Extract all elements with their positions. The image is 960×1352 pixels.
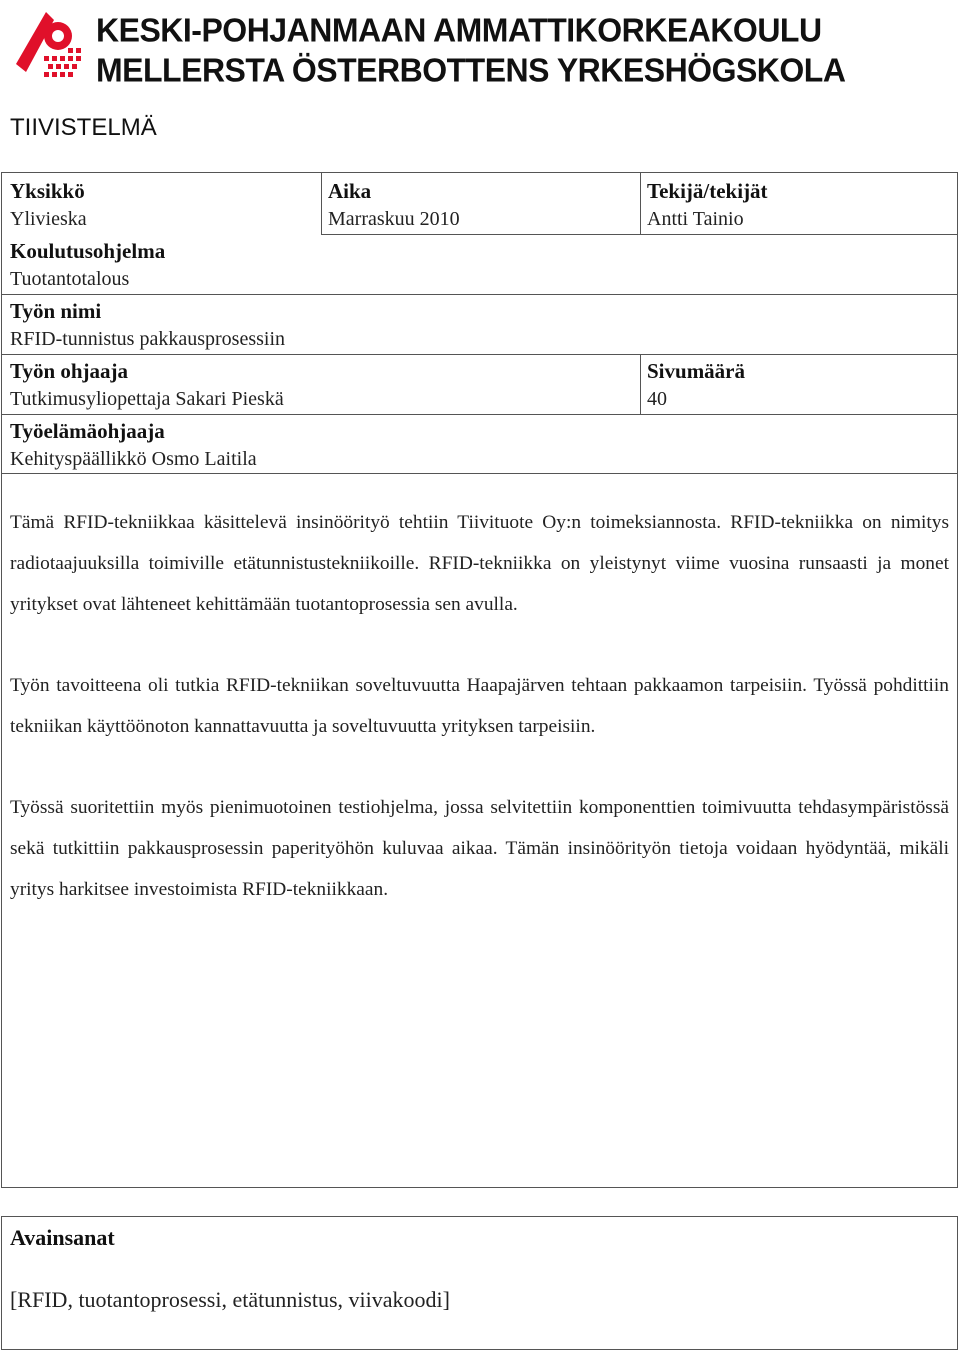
koulutusohjelma-cell (10, 237, 165, 293)
tyon-ohjaaja-value: Tutkimusyliopettaja Sakari Pieskä (10, 388, 284, 410)
yksikko-cell (10, 177, 87, 233)
tyon-nimi-value: RFID-tunnistus pakkausprosessiin (10, 328, 285, 350)
abstract-paragraph: Työn tavoitteena oli tutkia RFID-tekniikan soveltuvuutta Haapajärven tehtaan pakkaamon tarpeisiin. Työssä pohdittiin tekniikan käyttöönoton kannattavuutta ja soveltuvuutta yrityksen tarpeisiin. (10, 675, 949, 737)
tyoelamaohjaaja-cell (10, 417, 257, 473)
abstract-paragraph: Työssä suoritettiin myös pienimuotoinen testiohjelma, jossa selvitettiin komponenttien toimivuutta tehdasympäristössä sekä tutkittiin pakkausprosessin paperityöhön kuluvaa aikaa. Tämän insinöörityön tietoja voidaan hyödyntää, mikäli yritys harkitsee investoimista RFID-tekniikkaan. (10, 797, 949, 900)
tekijat-cell (647, 177, 768, 233)
school-logo-icon (8, 6, 84, 82)
sivumaara-label: Sivumäärä (647, 359, 746, 383)
school-name-finnish: KESKI-POHJANMAAN AMMATTIKORKEAKOULU (96, 11, 822, 49)
tyon-ohjaaja-label: Työn ohjaaja (10, 359, 129, 383)
sivumaara-value: 40 (647, 388, 667, 410)
tyon-ohjaaja-cell (10, 357, 284, 413)
abstract-paragraph: Tämä RFID-tekniikkaa käsittelevä insinöörityö tehtiin Tiivituote Oy:n toimeksiannosta. RFID-tekniikka on nimitys radiotaajuuksilla toimiville etätunnistustekniikoille. RFID-tekniikka on yleistynyt viime vuosina runsaasti ja monet yritykset ovat lähteneet kehittämään tuotantoprosessia sen avulla. (10, 512, 949, 615)
koulutusohjelma-value: Tuotantotalous (10, 268, 130, 290)
abstract-box (1, 474, 958, 1188)
keywords-value: [RFID, tuotantoprosessi, etätunnistus, viivakoodi] (10, 1287, 450, 1312)
tekijat-value: Antti Tainio (647, 208, 744, 230)
keywords-box (1, 1216, 958, 1350)
tyon-nimi-label: Työn nimi (10, 299, 102, 323)
tyoelamaohjaaja-value: Kehityspäällikkö Osmo Laitila (10, 448, 257, 470)
koulutusohjelma-label: Koulutusohjelma (10, 239, 166, 263)
school-name-swedish: MELLERSTA ÖSTERBOTTENS YRKESHÖGSKOLA (96, 51, 846, 89)
school-name (96, 12, 845, 88)
page-title: TIIVISTELMÄ (10, 114, 157, 141)
keywords-label: Avainsanat (10, 1225, 115, 1250)
sivumaara-cell (647, 357, 745, 413)
aika-value: Marraskuu 2010 (328, 208, 460, 230)
info-table (1, 172, 958, 474)
aika-cell (328, 177, 460, 233)
tyon-nimi-cell (10, 297, 285, 353)
yksikko-value: Ylivieska (10, 208, 87, 230)
tyoelamaohjaaja-label: Työelämäohjaaja (10, 419, 165, 443)
aika-label: Aika (328, 179, 372, 203)
yksikko-label: Yksikkö (10, 179, 85, 203)
tekijat-label: Tekijä/tekijät (647, 179, 768, 203)
